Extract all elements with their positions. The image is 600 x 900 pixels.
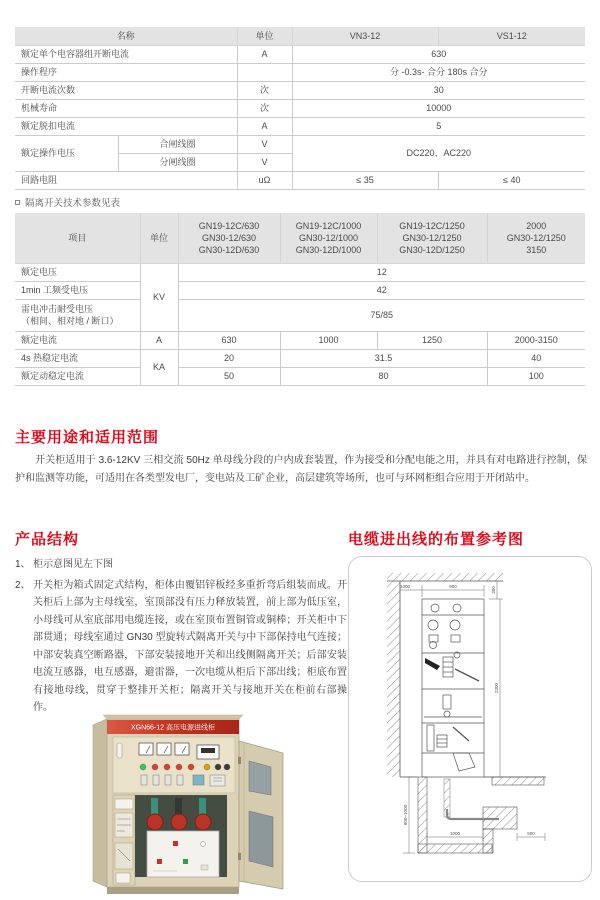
installation-cross-section-drawing	[349, 557, 592, 882]
row-value: DC220、AC220	[292, 135, 585, 171]
list-item-text: 柜示意图见左下图	[33, 559, 113, 570]
row-unit: KV	[140, 263, 178, 331]
row-name: 1min 工频受电压	[15, 281, 140, 299]
list-item-number: 1、	[15, 559, 31, 570]
ceiling-hatch	[387, 573, 503, 581]
usage-paragraph: 开关柜适用于 3.6-12KV 三相交流 50Hz 单母线分段的户内成套装置，作为接受和分配电能之用，并具有对电路进行控制，保护和监测等功能，可适用在各类型发电厂，变电站及工矿企业，高层建筑等场所，也可与环网柜组合应用于开闭站中。	[15, 455, 587, 484]
table-row	[15, 331, 585, 349]
table-row	[15, 81, 585, 99]
table-row	[15, 63, 585, 81]
nameplate-banner	[107, 720, 239, 734]
square-bullet-icon	[15, 200, 20, 205]
cabinet-outline	[422, 599, 484, 777]
table-header-row	[15, 27, 585, 45]
table-row	[15, 281, 585, 299]
table-row	[15, 299, 585, 331]
row-unit: uΩ	[237, 171, 292, 189]
dim-trench-width: 1000	[449, 831, 461, 836]
col-header-unit: 单位	[237, 27, 292, 45]
list-item	[15, 577, 347, 717]
row-name: 额定单个电容器组开断电流	[15, 45, 237, 63]
table-row	[15, 135, 585, 153]
row-unit	[237, 63, 292, 81]
col-header-models-1000: GN19-12C/1000 GN30-12/1000 GN30-12D/1000	[280, 213, 377, 263]
row-unit: KA	[140, 349, 178, 385]
row-value: 42	[178, 281, 585, 299]
row-value: 5	[292, 117, 585, 135]
structure-heading: 产品结构	[15, 531, 80, 548]
row-name: 机械寿命	[15, 99, 237, 117]
wall-hatch	[387, 581, 400, 777]
row-unit: 次	[237, 81, 292, 99]
col-header-models-630: GN19-12C/630 GN30-12/630 GN30-12D/630	[178, 213, 280, 263]
row-value: 1000	[280, 331, 377, 349]
row-unit: 次	[237, 99, 292, 117]
breaker-compartment	[135, 795, 227, 877]
row-name: 开断电流次数	[15, 81, 237, 99]
col-header-item: 项目	[15, 213, 140, 263]
row-name: 额定操作电压	[15, 135, 118, 171]
row-value: 2000-3150	[487, 331, 585, 349]
row-value: 40	[487, 349, 585, 367]
dim-wall-gap: 1000	[399, 584, 411, 589]
row-unit: V	[237, 135, 292, 153]
table-row	[15, 117, 585, 135]
dim-cabinet-height: 2300	[494, 682, 499, 694]
list-item	[15, 556, 347, 574]
list-item-text: 开关柜为箱式固定式结构，柜体由覆铝锌板经多重折弯后组装而成。开关柜后上部为主母线室，室顶部没有压力释放装置，前上部为低压室，小母线可从室底部用电缆连接，或在室顶布置铜管或铜棒；开关柜中下部贯通；母线室通过 GN30 型旋转式隔离开关与中下部保持电气连接；中部安装真空断路器，下部安装接地开关和出线侧隔离开关；后部安装电流互感器，电互感器，避雷器，一次电缆从柜后下部出线；柜底布置有接地母线，贯穿于整排开关柜；隔离开关与接地开关在柜前右部操作。	[33, 579, 347, 713]
row-value: 630	[292, 45, 585, 63]
row-value: 1250	[377, 331, 487, 349]
row-name: 雷电冲击耐受电压 （相间、相对地 / 断口）	[15, 299, 140, 331]
vacuum-circuit-breaker	[147, 831, 219, 877]
row-value: 10000	[292, 99, 585, 117]
table-header-row	[15, 213, 585, 263]
table-row	[15, 349, 585, 367]
instrument-panel	[113, 737, 235, 793]
row-subname: 合闸线圈	[118, 135, 237, 153]
usage-heading: 主要用途和适用范围	[15, 429, 160, 446]
row-value: 630	[178, 331, 280, 349]
col-header-unit: 单位	[140, 213, 178, 263]
row-unit: A	[237, 117, 292, 135]
banner-text: XGN66-12 高压电源进线柜	[130, 724, 216, 732]
door-handle	[117, 743, 122, 758]
busbar-insulators	[147, 798, 211, 830]
row-value: 50	[178, 367, 280, 385]
table-row	[15, 171, 585, 189]
cable-diagram-heading: 电缆进出线的布置参考图	[348, 531, 525, 548]
row-name: 额定电压	[15, 263, 140, 281]
dim-cabinet-width: 900	[449, 584, 457, 589]
row-value: 31.5	[280, 349, 487, 367]
structure-list	[15, 556, 347, 720]
cabinet-photo	[55, 703, 315, 900]
row-name: 额定脱扣电流	[15, 117, 237, 135]
row-value: 75/85	[178, 299, 585, 331]
row-name: 4s 热稳定电流	[15, 349, 140, 367]
cable-trench	[418, 777, 544, 853]
isolator-section-title	[15, 195, 120, 209]
col-header-vn3: VN3-12	[292, 27, 438, 45]
open-door	[238, 741, 283, 889]
list-item-number: 2、	[15, 579, 31, 591]
row-value: 30	[292, 81, 585, 99]
col-header-name: 名称	[15, 27, 237, 45]
isolator-title-text: 隔离开关技术参数见表	[25, 198, 121, 209]
row-name: 操作程序	[15, 63, 237, 81]
col-header-models-2000: 2000 GN30-12/1250 3150	[487, 213, 585, 263]
row-name: 额定动稳定电流	[15, 367, 140, 385]
dim-trench-depth: 800~1000	[403, 804, 408, 826]
breaker-spec-table	[15, 27, 585, 190]
isolator-spec-table	[15, 213, 585, 386]
row-name: 额定电流	[15, 331, 140, 349]
row-unit: A	[237, 45, 292, 63]
dim-top-clearance: 300	[491, 586, 496, 594]
row-unit: A	[140, 331, 178, 349]
cable-layout-diagram	[348, 556, 592, 882]
switchgear-cabinet-image	[55, 703, 315, 900]
table-row	[15, 99, 585, 117]
col-header-models-1250: GN19-12C/1250 GN30-12/1250 GN30-12D/1250	[377, 213, 487, 263]
row-value: ≤ 40	[438, 171, 585, 189]
row-value: ≤ 35	[292, 171, 438, 189]
panel-switches	[141, 775, 225, 786]
table-row	[15, 367, 585, 385]
table-row	[15, 45, 585, 63]
table-row	[15, 263, 585, 281]
row-value: 20	[178, 349, 280, 367]
row-value: 100	[487, 367, 585, 385]
row-subname: 分闸线圈	[118, 153, 237, 171]
row-value: 12	[178, 263, 585, 281]
row-unit: V	[237, 153, 292, 171]
left-accessory-column	[113, 795, 135, 885]
row-value: 80	[280, 367, 487, 385]
col-header-vs1: VS1-12	[438, 27, 585, 45]
row-value: 分 -0.3s- 合分 180s 合分	[292, 63, 585, 81]
dim-right-gap: 500	[527, 831, 535, 836]
row-name: 回路电阻	[15, 171, 237, 189]
